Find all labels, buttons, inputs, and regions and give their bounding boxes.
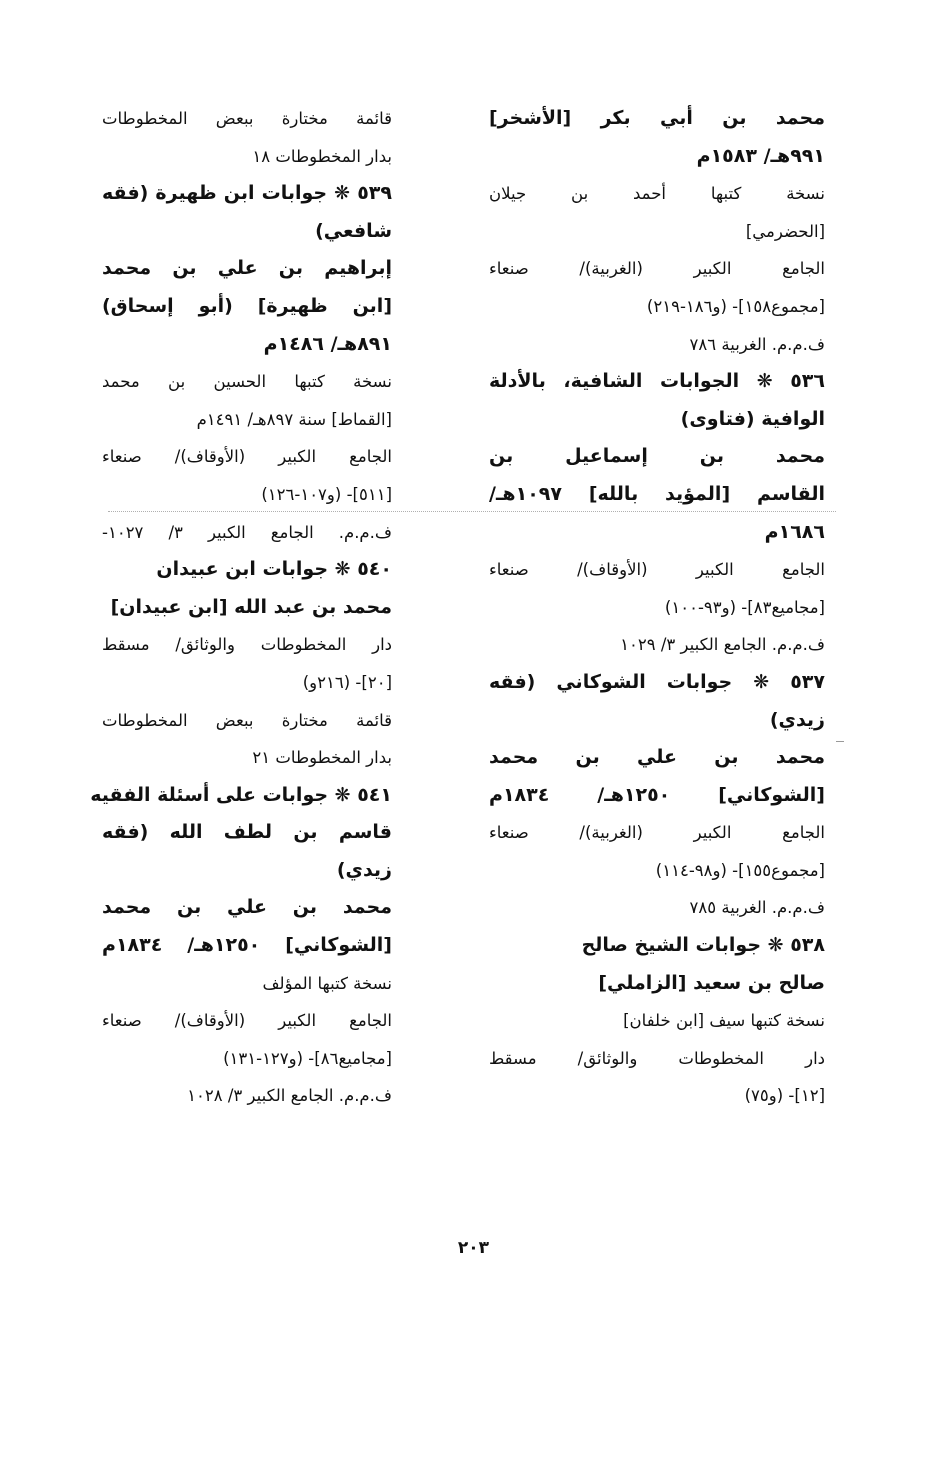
text-line: [٢٠]- (٢١٦و) [302,672,392,692]
text-line: الوافية (فتاوى) [680,407,825,430]
text-line: [القماط] سنة ٨٩٧هـ/ ١٤٩١م [196,409,392,429]
text-line: محمد بن علي بن محمد [102,896,392,919]
text-line: [ابن ظهيرة] (أبو إسحاق) [102,294,392,317]
text-line: [٥١١]- (و١٠٧-١٢٦) [261,484,392,504]
text-line: محمد بن إسماعيل بن [489,445,825,468]
text-line: ف.م.م. الغربية ٧٨٥ [689,898,825,918]
text-line: [مجاميع٨٦]- (و١٢٧-١٣١) [223,1048,392,1068]
text-line: [مجموع١٥٥]- (و٩٨-١١٤) [655,860,825,880]
text-line: قائمة مختارة ببعض المخطوطات [102,710,392,730]
text-line: ٥٤١ ❋ جوابات على أسئلة الفقيه [90,783,392,806]
text-line: ف.م.م. الجامع الكبير ٣/ ١٠٢٨ [187,1086,392,1106]
text-line: ٥٤٠ ❋ جوابات ابن عبيدان [156,558,392,581]
text-line: [مجموع١٥٨]- (و١٨٦-٢١٩) [646,296,825,316]
text-line: شافعي) [315,219,392,242]
text-line: ٨٩١هـ/ ١٤٨٦م [263,332,392,355]
text-line: دار المخطوطات والوثائق/ مسقط [102,635,392,655]
text-line: الجامع الكبير (الأوقاف)/ صنعاء [102,447,392,467]
text-line: [مجاميع٨٣]- (و٩٣-١٠٠) [664,597,825,617]
text-line: ٥٣٧ ❋ جوابات الشوكاني (فقه [489,670,825,693]
text-line: نسخة كتبها المؤلف [262,973,392,993]
text-line: صالح بن سعيد [الزاملي] [598,971,825,994]
left-column [90,100,392,1115]
margin-dash-mark [836,741,844,742]
text-line: ١٦٨٦م [764,520,825,543]
text-line: قاسم بن لطف الله (فقه [102,821,392,844]
text-line: نسخة كتبها أحمد بن جيلان [489,184,825,204]
text-line: ف.م.م. الجامع الكبير ٣/ ١٠٢٩ [620,635,825,655]
text-line: محمد بن علي بن محمد [489,746,825,769]
text-line: الجامع الكبير (الغربية)/ صنعاء [489,823,825,843]
text-line: ف.م.م. الغربية ٧٨٦ [689,334,825,354]
text-line: محمد بن عبد الله [ابن عبيدان] [110,595,392,618]
text-line: ٩٩١هـ/ ١٥٨٣م [696,144,825,167]
text-line: القاسم [المؤيد بالله] ١٠٩٧هـ/ [489,482,825,505]
text-line: إبراهيم بن علي بن محمد [102,257,392,280]
text-line: [١٢]- (و٧٥) [744,1086,825,1106]
text-line: الجامع الكبير (الغربية)/ صنعاء [489,259,825,279]
text-line: [الشوكاني] ١٢٥٠هـ/ ١٨٣٤م [102,934,392,957]
text-line: بدار المخطوطات ١٨ [252,146,392,166]
text-line: بدار المخطوطات ٢١ [252,748,392,768]
text-line: ف.م.م. الجامع الكبير ٣/ ١٠٢٧- [102,522,392,542]
text-line: ٥٣٩ ❋ جوابات ابن ظهيرة (فقه [102,182,392,205]
text-line: زيدي) [336,858,392,881]
text-line: نسخة كتبها الحسين بن محمد [102,372,392,392]
text-line: محمد بن أبي بكر [الأشخر] [489,107,825,129]
text-line: [الشوكاني] ١٢٥٠هـ/ ١٨٣٤م [489,783,825,806]
scan-dotted-line [108,511,836,512]
text-line: الجامع الكبير (الأوقاف)/ صنعاء [489,560,825,580]
text-line: دار المخطوطات والوثائق/ مسقط [489,1048,825,1068]
text-line: نسخة كتبها سيف [ابن خلفان] [623,1011,825,1031]
text-line: الجامع الكبير (الأوقاف)/ صنعاء [102,1011,392,1031]
page-number: ٢٠٣ [457,1238,490,1258]
text-line: [الحضرمي] [745,221,825,241]
text-line: ٥٣٦ ❋ الجوابات الشافية، بالأدلة [489,370,825,393]
text-line: زيدي) [769,708,825,731]
right-column [489,100,825,1115]
text-line: قائمة مختارة ببعض المخطوطات [102,109,392,128]
text-line: ٥٣٨ ❋ جوابات الشيخ صالح [581,934,825,957]
